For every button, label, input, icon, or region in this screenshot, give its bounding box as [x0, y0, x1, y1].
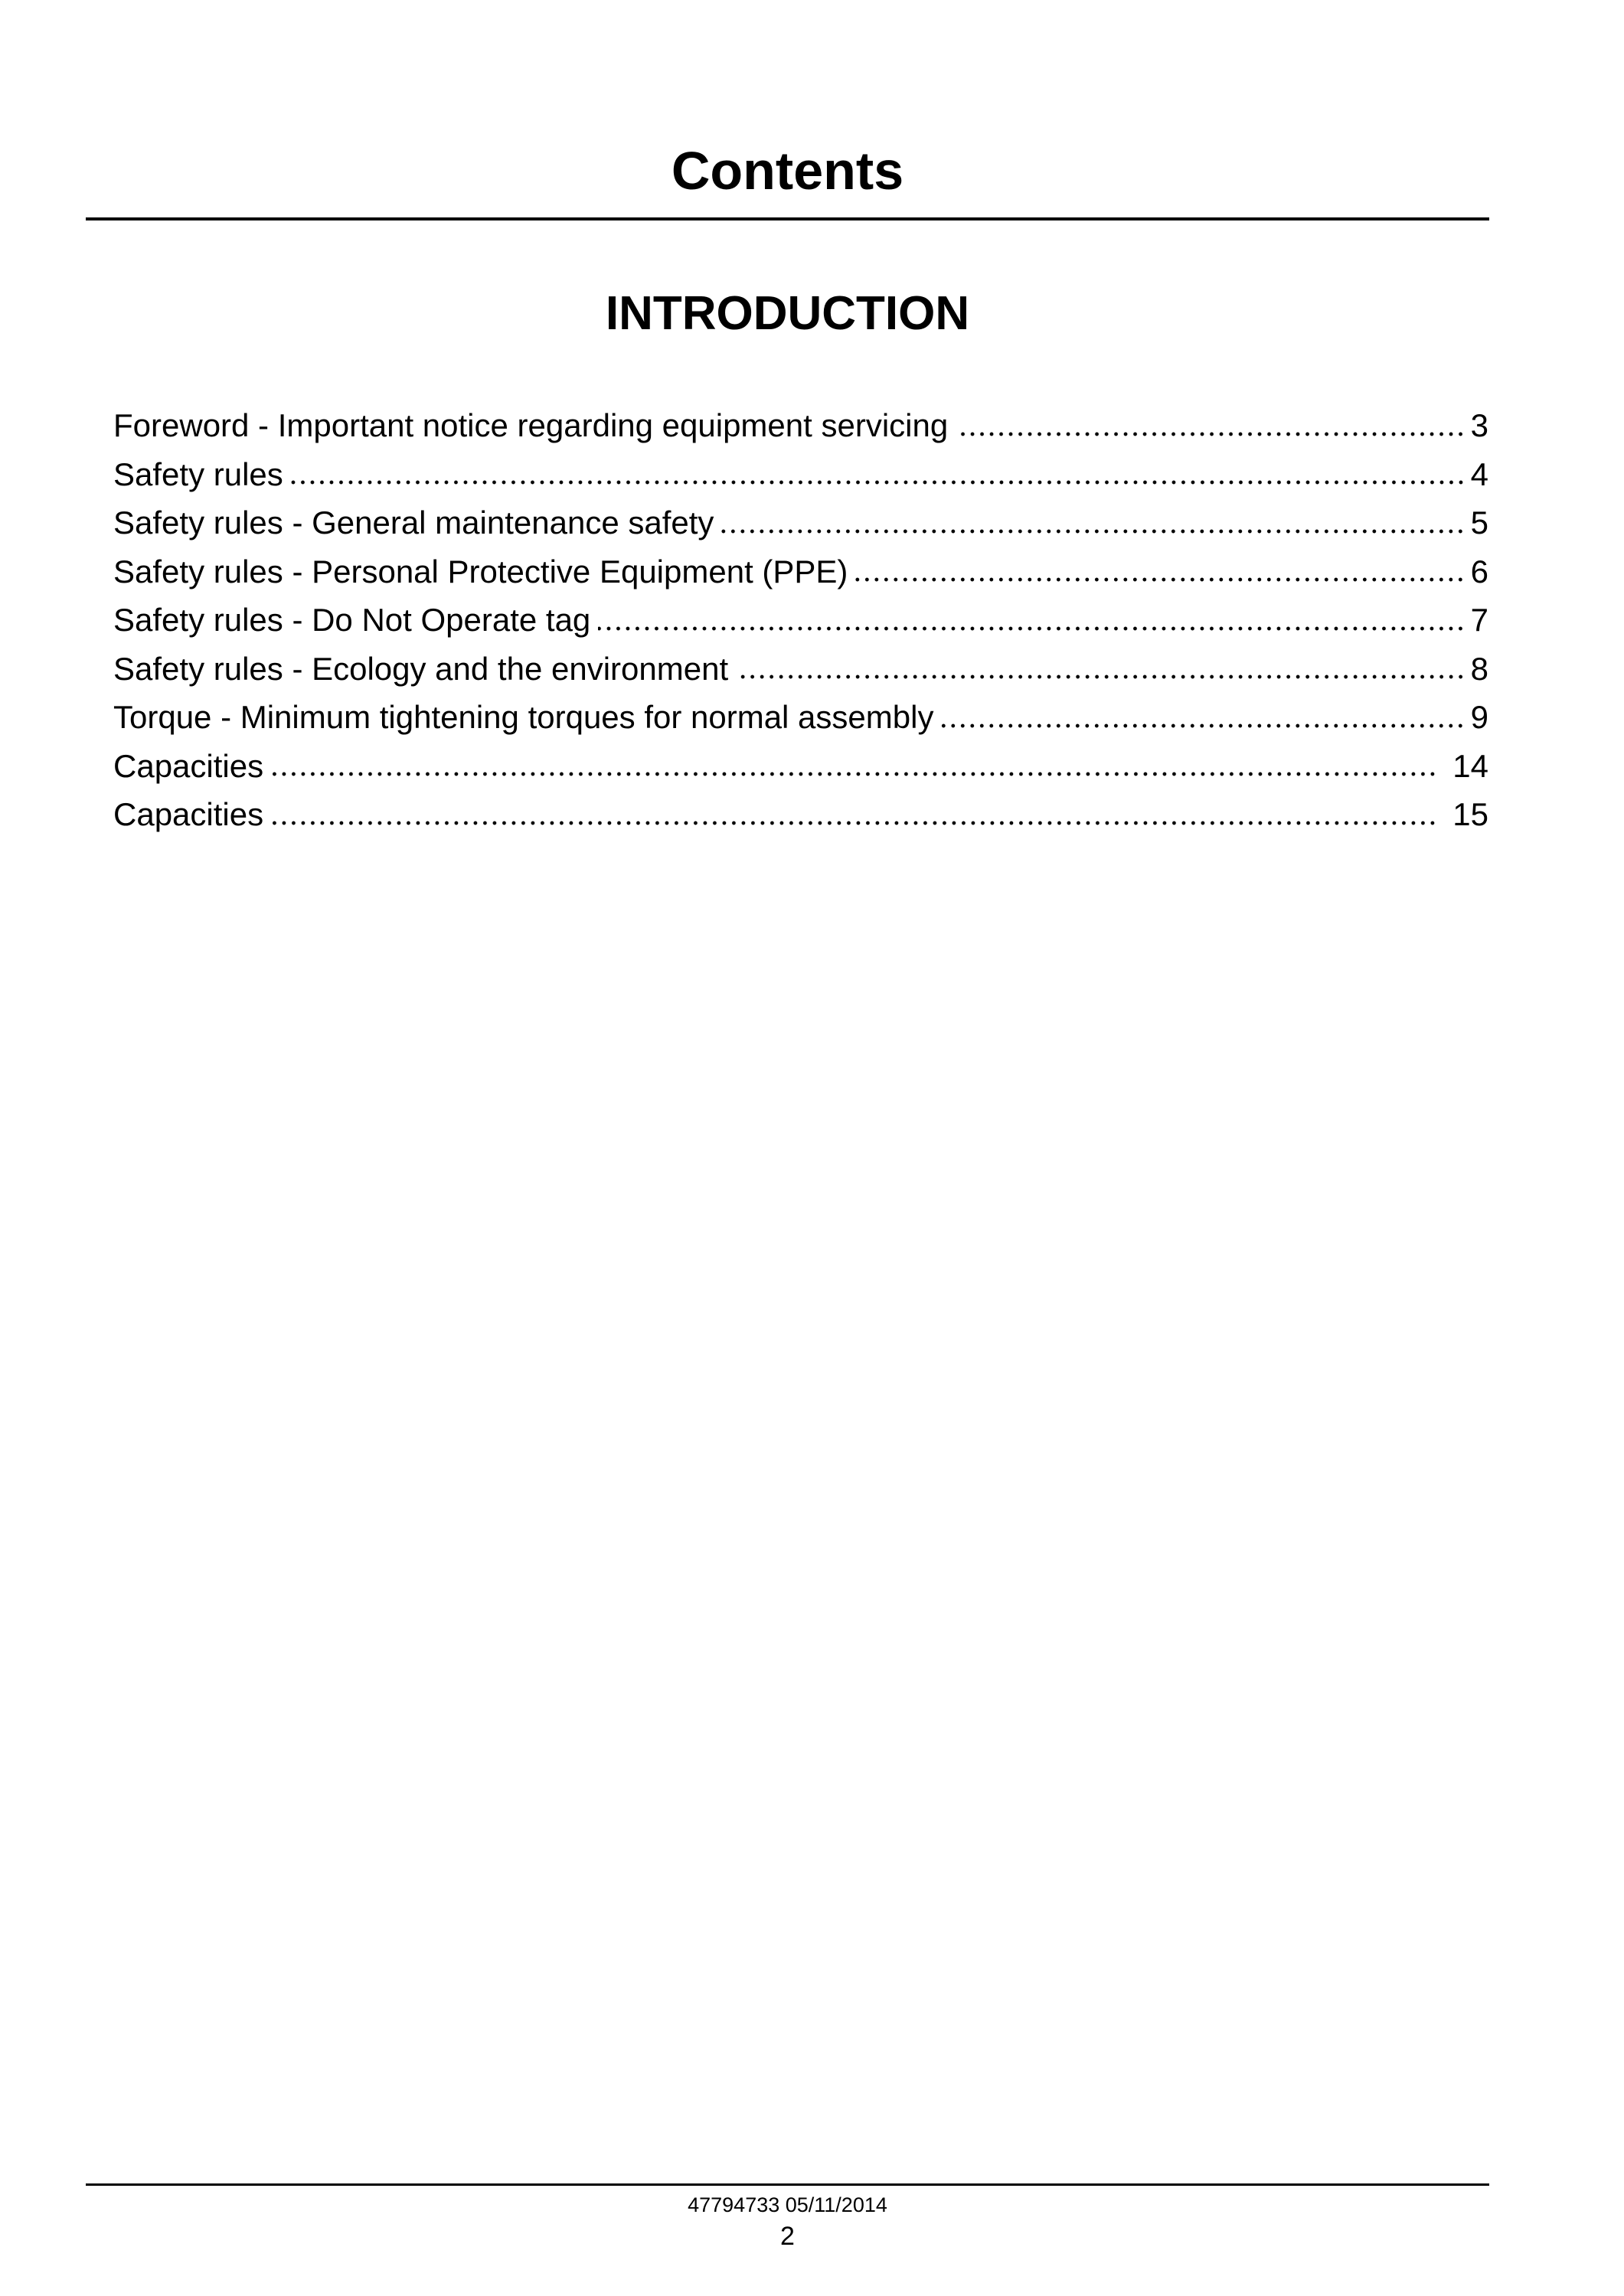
toc-entry-label: Foreword - Important notice regarding equipment servicing	[113, 407, 949, 443]
toc-entry-general-maintenance-safety[interactable]	[113, 498, 1488, 547]
toc-entry-do-not-operate-tag[interactable]	[113, 596, 1488, 645]
footer-document-reference: 47794733 05/11/2014	[688, 2193, 887, 2216]
section-heading: INTRODUCTION	[605, 287, 970, 340]
footer-divider	[86, 2183, 1489, 2186]
toc-entry-label: Capacities	[113, 796, 264, 832]
dot-leader	[941, 721, 1466, 730]
toc-entry-safety-rules[interactable]	[113, 450, 1488, 499]
dot-leader	[291, 478, 1466, 487]
dot-leader	[598, 624, 1466, 633]
toc-entry-torque[interactable]	[113, 693, 1488, 742]
toc-entry-foreword[interactable]	[113, 401, 1488, 450]
dot-leader	[956, 429, 1466, 439]
toc-entry-page: 4	[1470, 456, 1488, 492]
toc-entry-page: 15	[1452, 796, 1488, 832]
toc-entry-ecology-environment[interactable]	[113, 645, 1488, 694]
dot-leader	[855, 575, 1466, 584]
table-of-contents	[113, 401, 1488, 839]
title-divider	[86, 217, 1489, 220]
dot-leader	[736, 672, 1466, 681]
dot-leader	[721, 527, 1466, 536]
toc-entry-label: Torque - Minimum tightening torques for normal assembly	[113, 699, 934, 735]
toc-entry-label: Safety rules - General maintenance safety	[113, 505, 714, 541]
toc-entry-page: 6	[1470, 553, 1488, 590]
toc-entry-capacities-2[interactable]	[113, 790, 1488, 839]
toc-entry-page: 8	[1470, 650, 1488, 687]
toc-entry-label: Safety rules - Ecology and the environment	[113, 650, 729, 687]
dot-leader	[271, 769, 1437, 779]
page-title: Contents	[671, 141, 904, 201]
toc-entry-label: Safety rules	[113, 456, 283, 492]
dot-leader	[271, 818, 1437, 828]
toc-entry-label: Safety rules - Do Not Operate tag	[113, 602, 591, 638]
toc-entry-page: 7	[1470, 602, 1488, 638]
toc-entry-label: Safety rules - Personal Protective Equipment (PPE)	[113, 553, 848, 590]
toc-entry-capacities-1[interactable]	[113, 742, 1488, 791]
toc-entry-label: Capacities	[113, 747, 264, 784]
toc-entry-page: 5	[1470, 505, 1488, 541]
toc-entry-ppe[interactable]	[113, 547, 1488, 596]
footer-page-number: 2	[780, 2222, 795, 2251]
toc-entry-page: 3	[1470, 407, 1488, 443]
toc-entry-page: 14	[1452, 747, 1488, 784]
toc-entry-page: 9	[1470, 699, 1488, 735]
